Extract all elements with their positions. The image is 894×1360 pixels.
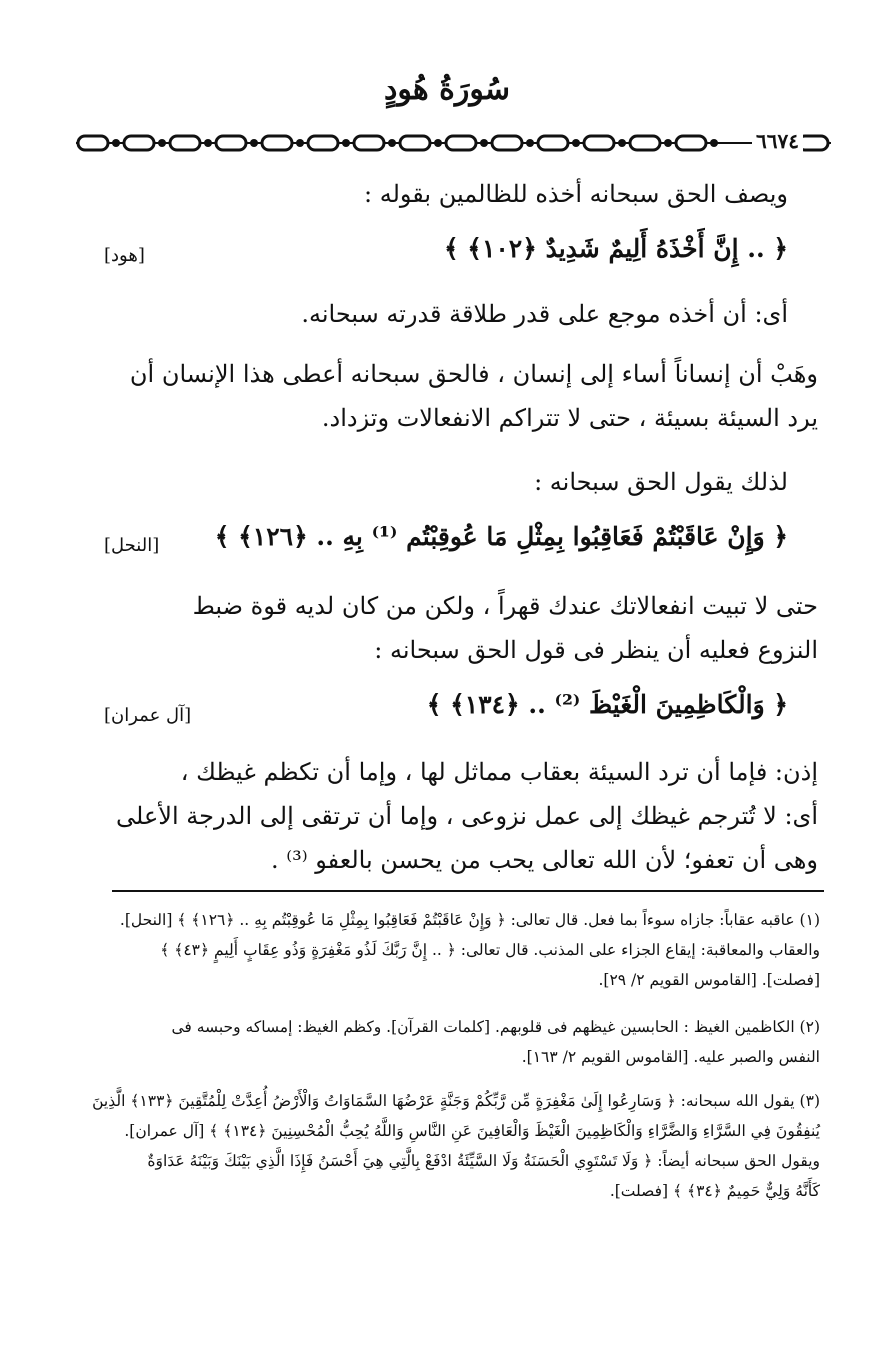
footnote-1-line-2: والعقاب والمعاقبة: إيقاع الجزاء على المذنب. قال تعالى: ﴿ .. إِنَّ رَبَّكَ لَذُو مَغْفِرَةٍ وَذُو عِقَابٍ أَلِيمٍ ﴿٤٣﴾ ﴾ xyxy=(160,941,820,959)
footnote-1-line-3: [فصلت]. [القاموس القويم ٢/ ٢٩]. xyxy=(598,971,820,989)
verse-reference-1: [هود] xyxy=(104,245,145,266)
paragraph-2 xyxy=(98,352,818,440)
footnote-2 xyxy=(108,1012,820,1072)
paragraph-2-line-1: وهَبْ أن إنساناً أساء إلى إنسان ، فالحق سبحانه أعطى هذا الإنسان أن xyxy=(129,360,818,388)
verse-reference-2: [النحل] xyxy=(104,535,160,556)
page-number: ٦٦٧٤ xyxy=(752,129,803,153)
paragraph-5-line-2: أى: لا تُترجم غيظك إلى عمل نزوعى ، وإما أن ترتقى إلى الدرجة الأعلى xyxy=(116,802,818,830)
quran-verse-2: ﴿ وَإِنْ عَاقَبْتُمْ فَعَاقِبُوا بِمِثْلِ مَا عُوقِبْتُم ⁽¹⁾ بِهِ .. ﴿١٢٦﴾ ﴾ xyxy=(214,522,788,551)
paragraph-5-line-3: وهى أن تعفو؛ لأن الله تعالى يحب من يحسن بالعفو ⁽³⁾ . xyxy=(270,846,818,874)
paragraph-1: أى: أن أخذه موجع على قدر طلاقة قدرته سبحانه. xyxy=(301,300,788,328)
footnote-1 xyxy=(108,905,820,995)
footnote-separator xyxy=(112,890,824,892)
footnote-3-line-4: كَأَنَّهُ وَلِيٌّ حَمِيمٌ ﴿٣٤﴾ ﴾ [فصلت]. xyxy=(609,1182,820,1200)
paragraph-5 xyxy=(98,750,818,882)
footnote-3 xyxy=(92,1086,820,1206)
footnote-2-line-1: (٢) الكاظمين الغيظ : الحابسين غيظهم فى قلوبهم. [كلمات القرآن]. وكظم الغيظ: إمساكه وحبسه فى xyxy=(171,1018,820,1036)
paragraph-4-line-1: حتى لا تبيت انفعالاتك عندك قهراً ، ولكن من كان لديه قوة ضبط xyxy=(192,592,818,620)
paragraph-3: لذلك يقول الحق سبحانه : xyxy=(534,468,788,496)
paragraph-4-line-2: النزوع فعليه أن ينظر فى قول الحق سبحانه : xyxy=(374,636,818,664)
verse-reference-3: [آل عمران] xyxy=(104,705,192,726)
quran-verse-3: ﴿ وَالْكَاظِمِينَ الْغَيْظَ ⁽²⁾ .. ﴿١٣٤﴾ ﴾ xyxy=(426,690,788,719)
decorative-header-border xyxy=(76,128,831,158)
footnote-2-line-2: النفس والصبر عليه. [القاموس القويم ٢/ ١٦٣]. xyxy=(521,1048,820,1066)
paragraph-2-line-2: يرد السيئة بسيئة ، حتى لا تتراكم الانفعالات وتزداد. xyxy=(321,404,818,432)
surah-title: سُورَةُ هُودٍ xyxy=(384,72,510,107)
intro-line: ويصف الحق سبحانه أخذه للظالمين بقوله : xyxy=(363,180,788,208)
footnote-1-line-1: (١) عاقبه عقاباً: جازاه سوءاً بما فعل. قال تعالى: ﴿ وَإِنْ عَاقَبْتُمْ فَعَاقِبُوا بِمِثْلِ مَا عُوقِبْتُم بِهِ .. ﴿١٢٦﴾ ﴾ [النحل]. xyxy=(119,911,820,929)
paragraph-4 xyxy=(98,584,818,672)
footnote-3-line-2: يُنفِقُونَ فِي السَّرَّاءِ وَالضَّرَّاءِ وَالْكَاظِمِينَ الْغَيْظَ وَالْعَافِينَ عَنِ النَّاسِ وَاللَّهُ يُحِبُّ الْمُحْسِنِينَ ﴿١٣٤﴾ ﴾ [آل عمران]. xyxy=(124,1122,820,1140)
ornament-chain-icon xyxy=(76,128,831,158)
paragraph-5-line-1: إذن: فإما أن ترد السيئة بعقاب مماثل لها ، وإما أن تكظم غيظك ، xyxy=(180,758,818,786)
footnote-3-line-3: ويقول الحق سبحانه أيضاً: ﴿ وَلَا تَسْتَوِي الْحَسَنَةُ وَلَا السَّيِّئَةُ ادْفَعْ بِالَّتِي هِيَ أَحْسَنُ فَإِذَا الَّذِي بَيْنَكَ وَبَيْنَهُ عَدَاوَةٌ xyxy=(147,1152,820,1170)
quran-verse-1: ﴿ .. إِنَّ أَخْذَهُ أَلِيمٌ شَدِيدٌ ﴿١٠٢﴾ ﴾ xyxy=(443,234,788,263)
footnote-3-line-1: (٣) يقول الله سبحانه: ﴿ وَسَارِعُوا إِلَىٰ مَغْفِرَةٍ مِّن رَّبِّكُمْ وَجَنَّةٍ عَرْضُهَا السَّمَاوَاتُ وَالْأَرْضُ أُعِدَّتْ لِلْمُتَّقِينَ ﴿١٣٣﴾ الَّذِينَ xyxy=(92,1092,820,1110)
